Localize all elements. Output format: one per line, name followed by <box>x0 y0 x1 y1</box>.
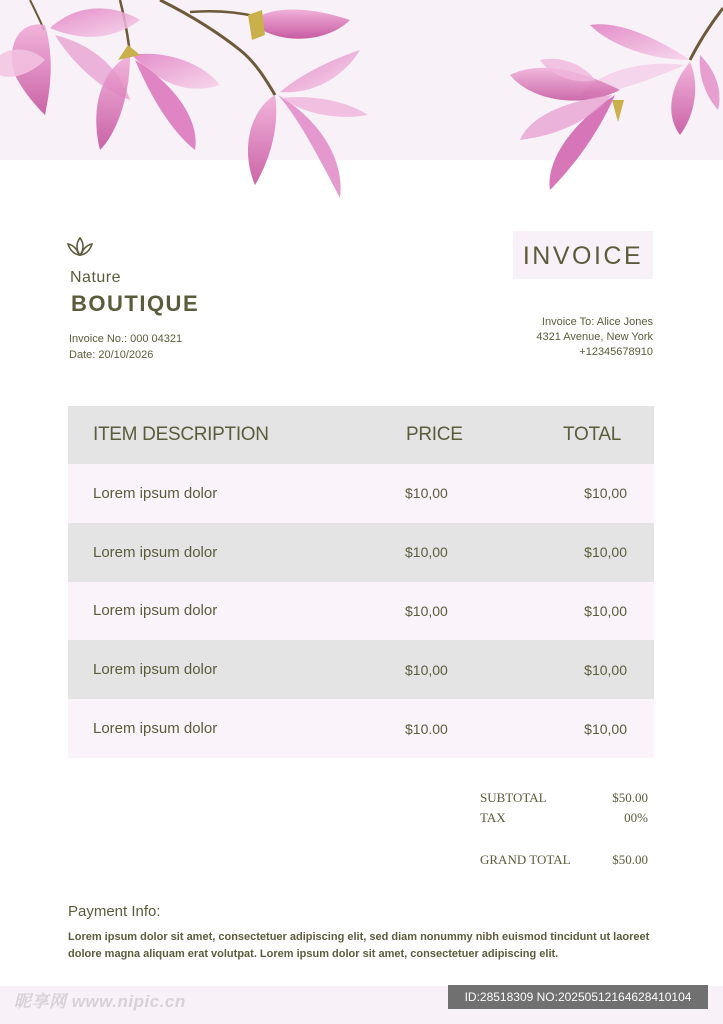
tax-row <box>480 810 648 830</box>
subtotal-label: SUBTOTAL <box>480 790 547 805</box>
table-header <box>68 406 654 464</box>
grand-total-value: $50.00 <box>612 852 648 867</box>
row-price: $10,00 <box>405 661 448 678</box>
row-description: Lorem ipsum dolor <box>93 720 218 738</box>
recipient-phone: +12345678910 <box>579 346 653 358</box>
magnolia-decoration-image <box>0 0 723 205</box>
table-row <box>68 464 654 523</box>
subtotal-row <box>480 790 648 810</box>
tax-label: TAX <box>480 810 506 825</box>
lotus-icon <box>66 235 94 261</box>
watermark-logo: 昵享网 www.nipic.cn <box>14 992 186 1011</box>
totals-block <box>480 790 648 872</box>
payment-info-text: Lorem ipsum dolor sit amet, consectetuer adipiscing elit, sed diam nonummy nibh euismod tincidunt ut laoreet dolore magna aliquam erat volutpat. Lorem ipsum dolor sit amet, consectetuer adipiscing elit. <box>68 931 650 960</box>
table-row <box>68 699 654 758</box>
brand-name-line2: BOUTIQUE <box>71 291 200 316</box>
row-description: Lorem ipsum dolor <box>93 602 218 620</box>
recipient-name: Invoice To: Alice Jones <box>541 316 653 328</box>
row-price: $10.00 <box>405 720 448 737</box>
row-description: Lorem ipsum dolor <box>93 661 218 679</box>
row-total: $10,00 <box>584 485 627 502</box>
header-price: PRICE <box>406 424 463 445</box>
recipient-address: 4321 Avenue, New York <box>536 331 653 343</box>
invoice-number: Invoice No.: 000 04321 <box>69 333 183 345</box>
tax-value: 00% <box>624 810 648 825</box>
row-price: $10,00 <box>405 485 448 502</box>
row-price: $10,00 <box>405 602 448 619</box>
payment-info-title: Payment Info: <box>68 903 161 920</box>
row-total: $10,00 <box>584 544 627 561</box>
grand-total-row <box>480 852 648 872</box>
invoice-title: INVOICE <box>522 242 644 270</box>
row-total: $10,00 <box>584 661 627 678</box>
header-description: ITEM DESCRIPTION <box>93 424 269 445</box>
table-row <box>68 582 654 641</box>
invoice-meta <box>69 331 182 363</box>
watermark-id: ID:28518309 NO:20250512164628410104 <box>448 985 708 1009</box>
invoice-date: Date: 20/10/2026 <box>69 349 154 361</box>
recipient-block <box>536 315 653 360</box>
row-total: $10,00 <box>584 602 627 619</box>
table-row <box>68 640 654 699</box>
row-total: $10,00 <box>584 720 627 737</box>
items-table <box>68 406 654 758</box>
brand-name-line1: Nature <box>70 269 122 286</box>
row-description: Lorem ipsum dolor <box>93 484 218 502</box>
row-description: Lorem ipsum dolor <box>93 543 218 561</box>
grand-total-label: GRAND TOTAL <box>480 852 571 867</box>
subtotal-value: $50.00 <box>612 790 648 805</box>
invoice-title-box <box>513 231 653 279</box>
header-total: TOTAL <box>563 424 621 445</box>
table-row <box>68 523 654 582</box>
row-price: $10,00 <box>405 544 448 561</box>
